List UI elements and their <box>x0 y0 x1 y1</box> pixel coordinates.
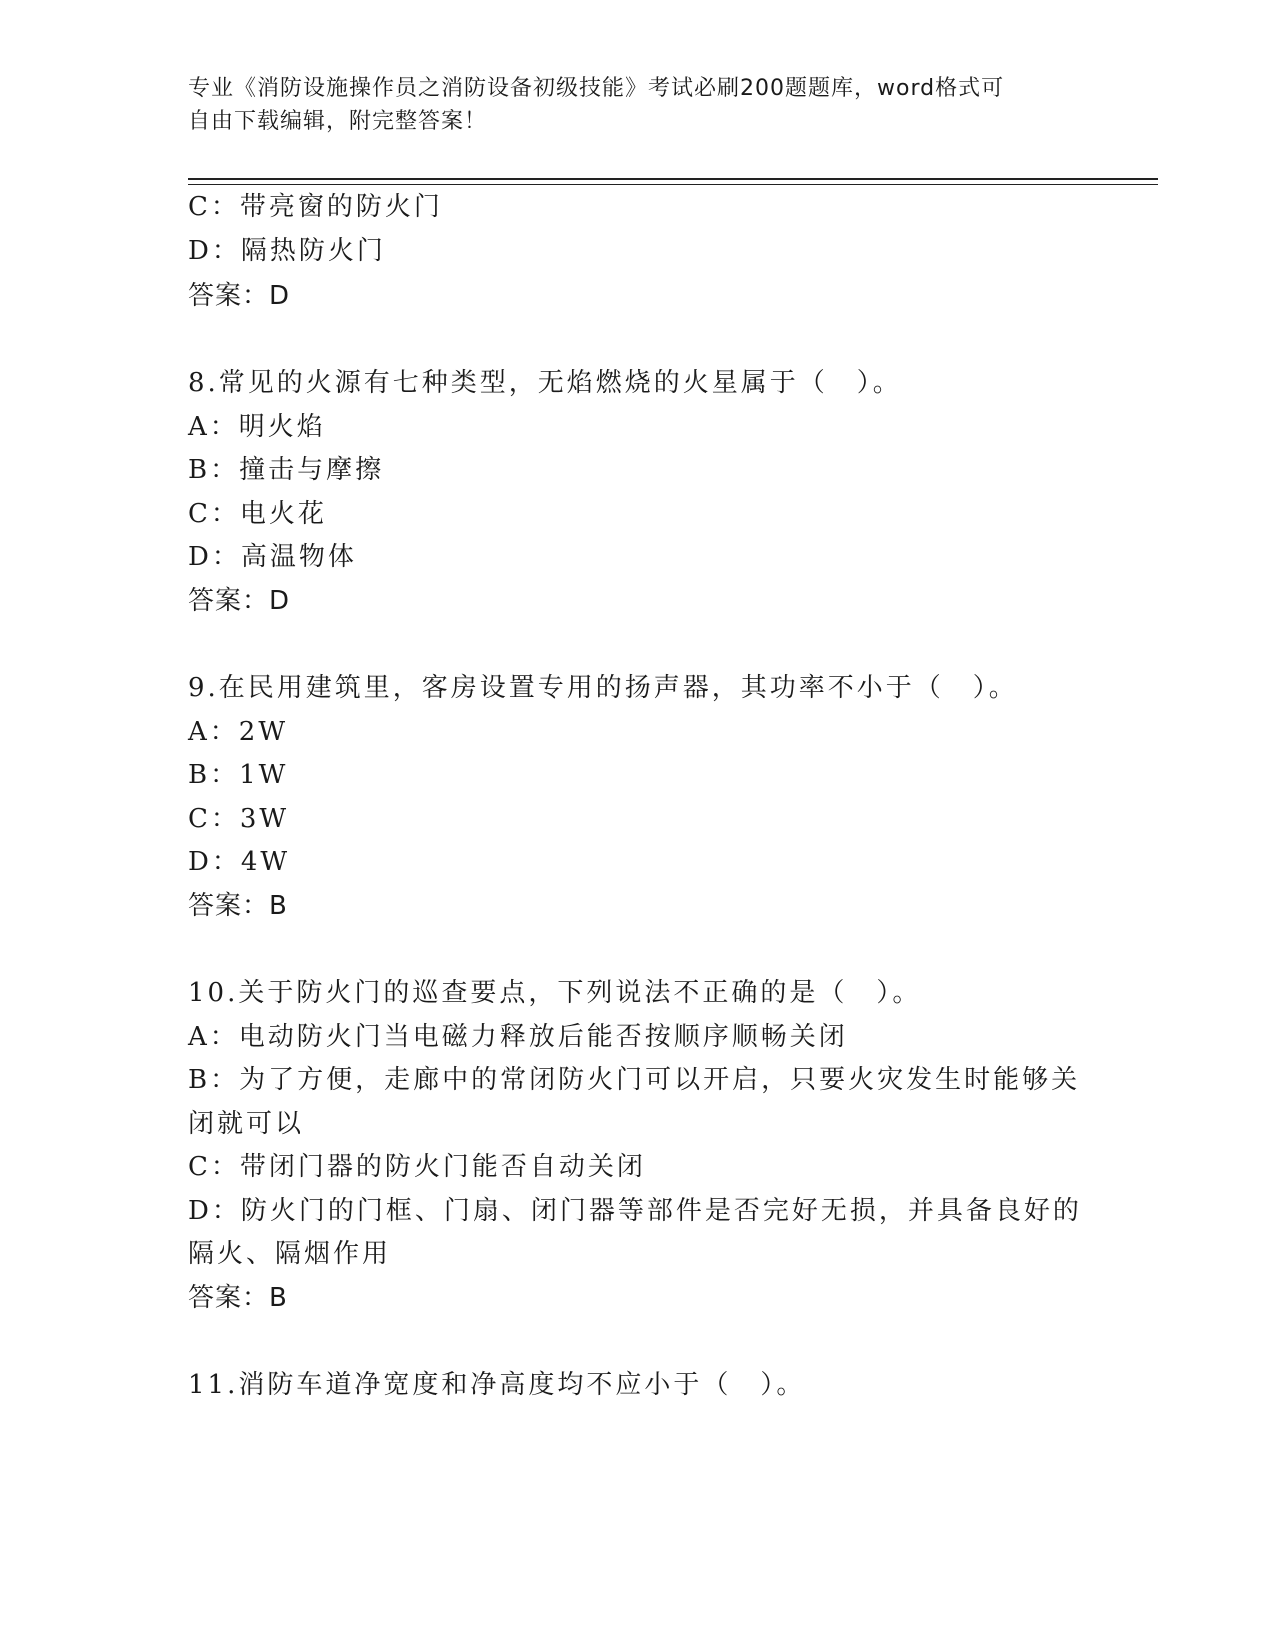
q8-option-b: B：撞击与摩擦 <box>188 455 385 485</box>
q9-option-c: C：3W <box>188 804 290 834</box>
header-divider-thin <box>188 184 1158 185</box>
q9-option-a: A：2W <box>188 717 289 747</box>
q7-option-c: C：带亮窗的防火门 <box>188 192 443 222</box>
q10-option-d-line-2: 隔火、隔烟作用 <box>188 1239 392 1269</box>
q10-option-c: C：带闭门器的防火门能否自动关闭 <box>188 1152 646 1182</box>
q9-option-b: B：1W <box>188 760 289 790</box>
header-divider-thick <box>188 178 1158 180</box>
q10-option-d-line-1: D：防火门的门框、门扇、闭门器等部件是否完好无损，并具备良好的 <box>188 1196 1082 1226</box>
document-header <box>188 72 1068 138</box>
q11-question: 11.消防车道净宽度和净高度均不应小于（ ）。 <box>188 1370 806 1400</box>
q8-question: 8.常见的火源有七种类型，无焰燃烧的火星属于（ ）。 <box>188 368 902 398</box>
q10-option-b-line-1: B：为了方便，走廊中的常闭防火门可以开启，只要火灾发生时能够关 <box>188 1065 1081 1095</box>
q10-answer: 答案：B <box>188 1283 288 1313</box>
q10-option-a: A：电动防火门当电磁力释放后能否按顺序顺畅关闭 <box>188 1022 848 1052</box>
q8-option-d: D：高温物体 <box>188 542 357 572</box>
q7-option-d: D：隔热防火门 <box>188 236 386 266</box>
header-line-1: 专业《消防设施操作员之消防设备初级技能》考试必刷200题题库，word格式可 <box>188 76 1005 101</box>
q7-answer: 答案：D <box>188 281 291 311</box>
q9-option-d: D：4W <box>188 847 291 877</box>
q8-option-a: A：明火焰 <box>188 412 326 442</box>
header-line-2: 自由下载编辑，附完整答案！ <box>188 109 488 134</box>
q10-option-b-line-2: 闭就可以 <box>188 1109 305 1139</box>
q8-answer: 答案：D <box>188 586 291 616</box>
q8-option-c: C：电火花 <box>188 499 327 529</box>
q10-question: 10.关于防火门的巡查要点，下列说法不正确的是（ ）。 <box>188 978 922 1008</box>
q9-answer: 答案：B <box>188 891 288 921</box>
q9-question: 9.在民用建筑里，客房设置专用的扬声器，其功率不小于（ ）。 <box>188 673 1018 703</box>
